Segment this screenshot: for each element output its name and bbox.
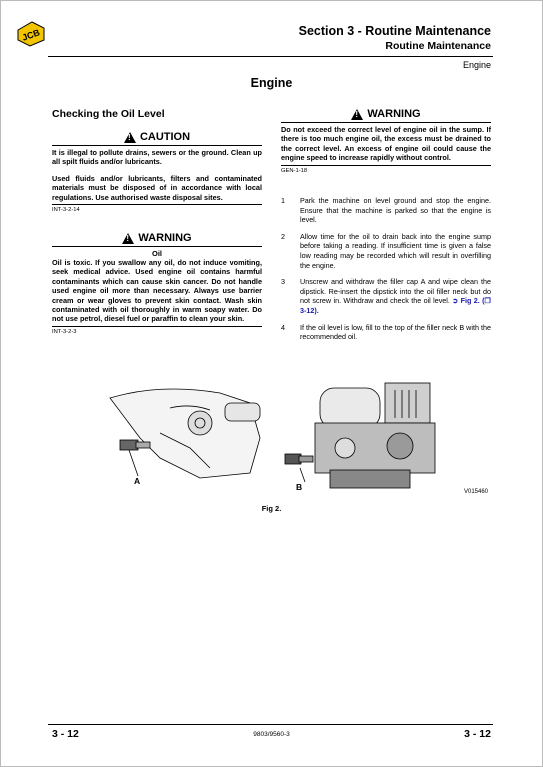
section-title: Section 3 - Routine Maintenance [298,24,491,38]
step-text: Park the machine on level ground and stop the engine. Ensure that the machine is parked so that the engine is level. [300,196,491,225]
step-item [281,196,491,225]
step-item [281,232,491,270]
header-rule [48,56,493,57]
procedure-steps [281,196,491,349]
step-number: 2 [281,231,285,241]
caution-end-rule [52,204,262,205]
page-number-right: 3 - 12 [464,728,491,740]
step-number: 3 [281,277,285,287]
oil-warning-text: Oil is toxic. If you swallow any oil, do not induce vomiting, seek medical advice. Used engine oil contains harmful contaminants which can cause skin cancer. Do not handle used engine oil more than necessary. Always use barrier cream or wear gloves to prevent skin contact. Wash skin contaminated with oil thoroughly in warm soapy water. Do not use petrol, diesel fuel or paraffin to clean your skin. [52,258,262,324]
oil-warning-code: INT-3-2-3 [52,328,77,335]
figure-label-b: B [296,482,303,492]
engine-detail-left [110,389,260,478]
step-number: 1 [281,196,285,205]
caution-para-1: It is illegal to pollute drains, sewers or the ground. Clean up all spilt fluids and/or lubricants. [52,148,262,167]
figure-label-a: A [134,476,141,486]
step-item [281,277,491,315]
oil-warning-rule [52,246,262,247]
sump-warning-text: Do not exceed the correct level of engine oil in the sump. If there is too much engine oil, the excess must be drained to the correct level. An excess of engine oil could cause the engine speed to increase rapidly without control. [281,125,491,163]
caution-para-2: Used fluids and/or lubricants, filters and contaminated materials must be disposed of in accordance with local regulations. Use authorised waste disposal sites. [52,173,262,202]
caution-block [52,131,262,213]
filler-cap-a [120,440,150,476]
sump-warning-code: GEN-1-18 [281,167,308,174]
section-subtitle: Routine Maintenance [385,40,491,52]
warning-triangle-icon [122,233,134,244]
step-text: Allow time for the oil to drain back into the engine sump before taking a reading. If insufficient time is given a false low reading may be recorded which will result in overfilling the engine. [300,231,491,270]
warning-triangle-icon [124,132,136,143]
caution-rule [52,145,262,146]
filler-neck-b [285,454,313,482]
jcb-logo [16,20,46,48]
page-title: Engine [250,76,293,90]
document-number: 9803/9560-3 [253,731,290,738]
oil-warning-block [52,232,262,335]
oil-warning-heading [52,232,262,244]
oil-warning-title: WARNING [138,232,192,244]
sump-warning-end-rule [281,165,491,166]
engine-right [315,383,435,488]
caution-title: CAUTION [139,131,191,143]
oil-warning-subtitle: Oil [151,249,162,258]
step-text: If the oil level is low, fill to the top of the filler neck B with the recommended oil. [300,322,491,342]
step-number: 4 [281,322,285,332]
footer-rule [48,724,493,725]
figure-caption: Fig 2. [261,504,282,513]
figure-code: V015460 [464,489,489,495]
page-number-left: 3 - 12 [52,728,79,740]
figure-link-ref: 3-12). [300,305,319,315]
link-arrow-icon: ➲ [452,296,459,306]
step-text: Unscrew and withdraw the filler cap A and wipe clean the dipstick. Re-insert the dipstick into the oil filler neck but do not screw in. Withdraw and check the oil level. [300,277,491,306]
caution-heading [52,131,262,143]
warning-triangle-icon [351,109,363,120]
figure-link-text: Fig 2. ( [460,296,485,306]
step-item [281,323,491,342]
page-ref-icon: ❐ [484,296,491,306]
sump-warning-rule [281,122,491,123]
engine-oil-figure [100,378,500,498]
sump-warning-block [281,108,491,174]
caution-code: INT-3-2-14 [52,207,80,214]
checking-heading: Checking the Oil Level [52,108,165,120]
sump-warning-title: WARNING [367,108,421,120]
section-topic: Engine [462,60,491,70]
svg-text:JCB: JCB [20,27,42,43]
sump-warning-heading [281,108,491,120]
oil-warning-end-rule [52,326,262,327]
